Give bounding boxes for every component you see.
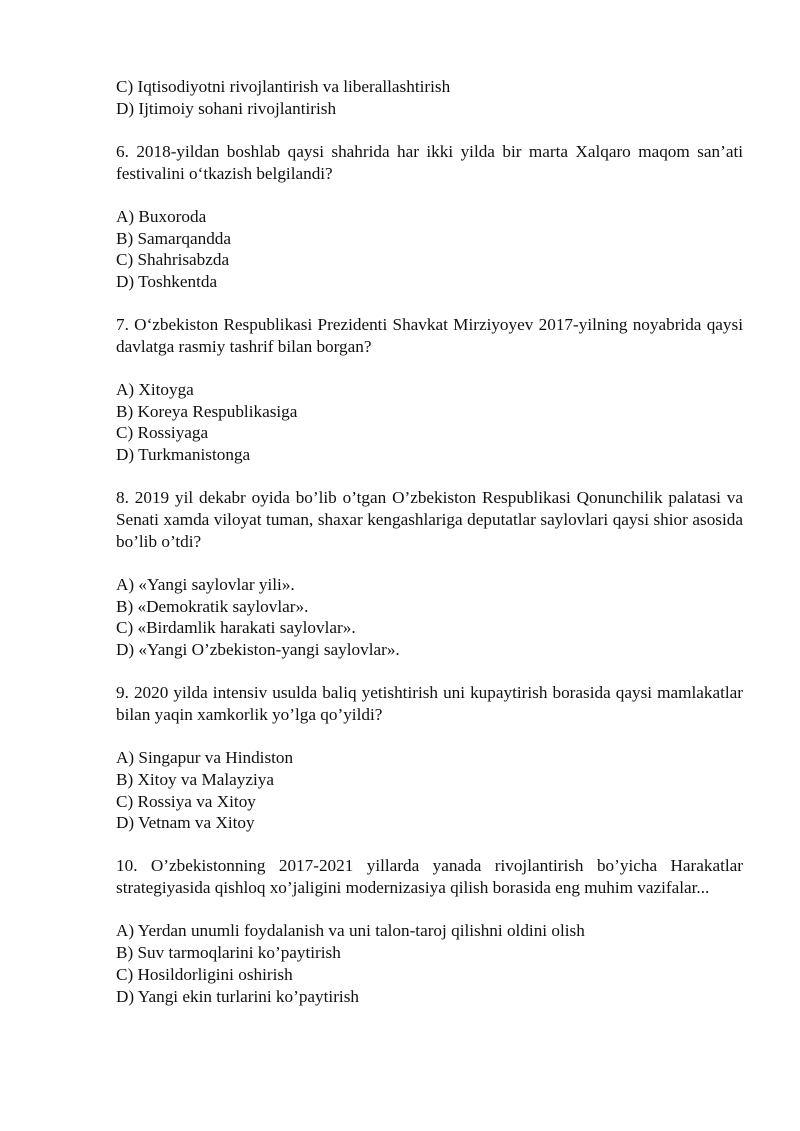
option-c: C) Shahrisabzda [116, 250, 230, 270]
question-7 [116, 314, 743, 466]
option-a: A) Xitoyga [116, 380, 194, 400]
option-a: A) Yerdan unumli foydalanish va uni talon-taroj qilishni oldini olish [116, 921, 585, 941]
question-text: 8. 2019 yil dekabr oyida bo’lib o’tgan O’zbekiston Respublikasi Qonunchilik palatasi va Senati xamda viloyat tuman, shaxar kengashlariga deputatlar saylovlari qaysi shior asosida bo’lib o’tdi? [116, 488, 743, 551]
option-b: B) Suv tarmoqlarini ko’paytirish [116, 943, 341, 963]
question-text: 7. O‘zbekiston Respublikasi Prezidenti Shavkat Mirziyoyev 2017-yilning noyabrida qaysi davlatga rasmiy tashrif bilan borgan? [116, 315, 743, 356]
option-c: C) Rossiyaga [116, 423, 209, 443]
option-a: A) Singapur va Hindiston [116, 748, 294, 768]
option-d: D) «Yangi O’zbekiston-yangi saylovlar». [116, 640, 400, 660]
option-c: C) Iqtisodiyotni rivojlantirish va liberallashtirish [116, 77, 451, 96]
option-a: A) Buxoroda [116, 206, 207, 226]
question-text: 9. 2020 yilda intensiv usulda baliq yetishtirish uni kupaytirish borasida qaysi mamlakatlar bilan yaqin xamkorlik yo’lga qo’yildi? [116, 683, 743, 724]
option-d: D) Vetnam va Xitoy [116, 813, 255, 833]
document-page [116, 76, 743, 1007]
option-d: D) Yangi ekin turlarini ko’paytirish [116, 986, 359, 1006]
option-c: C) Hosildorligini oshirish [116, 964, 293, 984]
question-6 [116, 141, 743, 293]
option-c: C) «Birdamlik harakati saylovlar». [116, 618, 356, 638]
question-10 [116, 855, 743, 1007]
question-text: 10. O’zbekistonning 2017-2021 yillarda yanada rivojlantirish bo’yicha Harakatlar strategiyasida qishloq xo’jaligini modernizasiya qilish borasida eng muhim vazifalar... [116, 856, 743, 898]
question-9 [116, 682, 743, 834]
option-a: A) «Yangi saylovlar yili». [116, 574, 295, 594]
option-b: B) Samarqandda [116, 228, 232, 248]
option-d: D) Turkmanistonga [116, 445, 251, 465]
option-b: B) Koreya Respublikasiga [116, 401, 298, 421]
option-d: D) Ijtimoiy sohani rivojlantirish [116, 98, 337, 118]
option-d: D) Toshkentda [116, 271, 218, 291]
previous-question-options [116, 76, 743, 119]
question-text: 6. 2018-yildan boshlab qaysi shahrida har ikki yilda bir marta Xalqaro maqom san’ati festivalini o‘tkazish belgilandi? [116, 141, 743, 183]
option-b: B) «Demokratik saylovlar». [116, 596, 309, 616]
option-b: B) Xitoy va Malayziya [116, 769, 274, 789]
question-8 [116, 487, 743, 660]
option-c: C) Rossiya va Xitoy [116, 791, 256, 811]
